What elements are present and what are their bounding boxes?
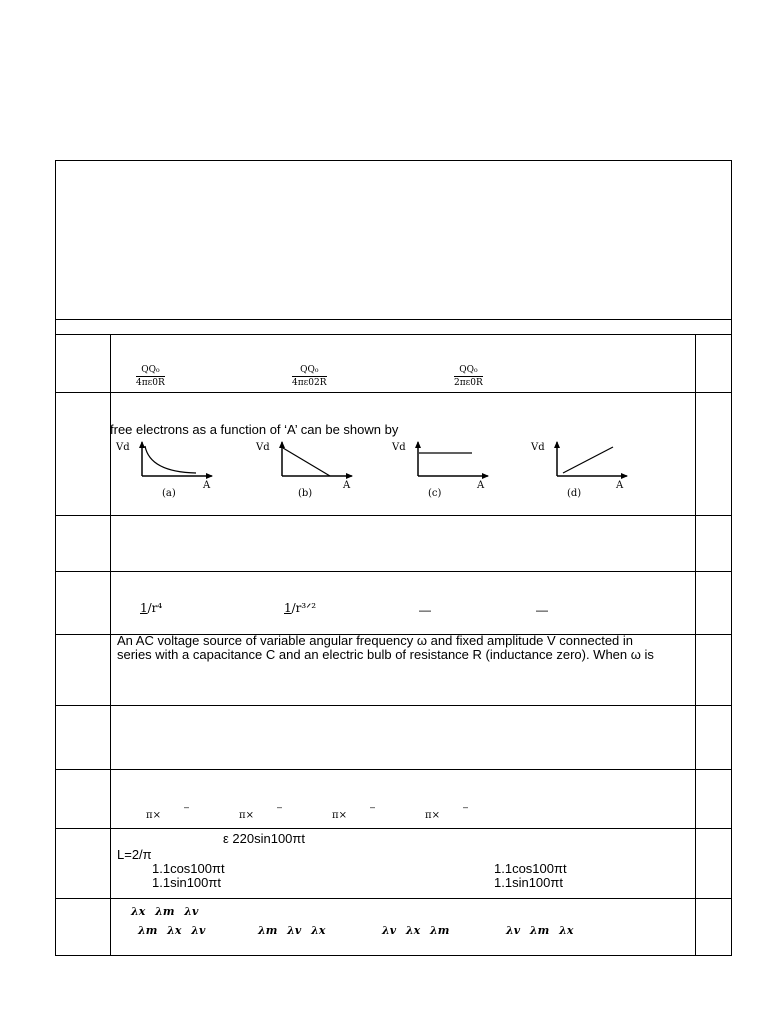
graph-x-label: A xyxy=(203,480,211,491)
row-divider xyxy=(55,319,732,320)
graph-y-label: Vd xyxy=(116,442,130,453)
q7-mark-d: – xyxy=(463,802,469,812)
graph-y-label: Vd xyxy=(531,442,545,453)
graph-y-label: Vd xyxy=(392,442,406,453)
q8-option-d: 1.1sin100πt xyxy=(494,875,563,890)
row-divider xyxy=(55,828,732,829)
q7-mark-b: – xyxy=(277,802,283,812)
q9-option-b: λm λv λx xyxy=(258,924,326,937)
q7-option-d: π× xyxy=(425,810,440,821)
fraction-numerator: QQ₀ xyxy=(136,365,165,377)
q7-option-b: π× xyxy=(239,810,254,821)
q7-mark-a: – xyxy=(184,802,190,812)
fraction-denominator: 4πε0R xyxy=(136,378,165,388)
option-denominator: /r⁴ xyxy=(147,601,163,615)
q4-option-b xyxy=(284,601,316,615)
graph-x-label: A xyxy=(343,480,351,491)
q4-option-d: — xyxy=(536,603,548,617)
option-denominator: /r³ᐟ² xyxy=(291,601,317,615)
q8-option-b: 1.1cos100πt xyxy=(494,861,567,876)
row-divider xyxy=(55,571,732,572)
q5-line-1: An AC voltage source of variable angular frequency ω and fixed amplitude V connected in xyxy=(117,633,634,648)
question-table-frame xyxy=(55,160,732,956)
column-divider xyxy=(695,334,696,956)
graph-caption: (c) xyxy=(428,488,442,499)
option-numerator: 1 xyxy=(284,601,292,615)
q7-option-a: π× xyxy=(146,810,161,821)
row-divider xyxy=(55,515,732,516)
q8-option-c: 1.1sin100πt xyxy=(152,875,221,890)
row-divider xyxy=(55,769,732,770)
graph-caption: (d) xyxy=(567,488,582,499)
q4-option-a xyxy=(140,601,162,615)
row-divider xyxy=(55,392,732,393)
q8-option-a: 1.1cos100πt xyxy=(152,861,225,876)
q1-option-a xyxy=(136,365,165,388)
q9-stem: λx λm λv xyxy=(131,905,199,918)
option-numerator: 1 xyxy=(140,601,148,615)
graph-x-label: A xyxy=(477,480,485,491)
graph-x-label: A xyxy=(616,480,624,491)
q5-line-2: series with a capacitance C and an electric bulb of resistance R (inductance zero). When ω is xyxy=(117,647,654,662)
row-divider xyxy=(55,705,732,706)
q9-option-c: λv λx λm xyxy=(382,924,450,937)
graph-y-label: Vd xyxy=(256,442,270,453)
fraction-denominator: 4πε02R xyxy=(292,378,327,388)
graph-caption: (a) xyxy=(162,488,176,499)
graph-caption: (b) xyxy=(298,488,313,499)
q9-option-d: λv λm λx xyxy=(506,924,574,937)
fraction-numerator: QQ₀ xyxy=(292,365,327,377)
q1-option-c xyxy=(454,365,483,388)
q2-graph-b xyxy=(252,436,362,500)
q4-option-c: — xyxy=(419,603,431,617)
q1-option-b xyxy=(292,365,327,388)
q7-option-c: π× xyxy=(332,810,347,821)
q2-text: free electrons as a function of ‘A’ can be shown by xyxy=(110,422,399,437)
q7-mark-c: – xyxy=(370,802,376,812)
q8-emf: ε 220sin100πt xyxy=(223,831,305,846)
fraction-numerator: QQ₀ xyxy=(454,365,483,377)
q2-graph-d xyxy=(527,436,637,500)
q2-graph-a xyxy=(112,436,222,500)
q9-option-a: λm λx λv xyxy=(138,924,206,937)
q8-inductance: L=2/π xyxy=(117,847,152,862)
row-divider xyxy=(55,898,732,899)
q2-graph-c xyxy=(388,436,498,500)
fraction-denominator: 2πε0R xyxy=(454,378,483,388)
row-divider xyxy=(55,334,732,335)
